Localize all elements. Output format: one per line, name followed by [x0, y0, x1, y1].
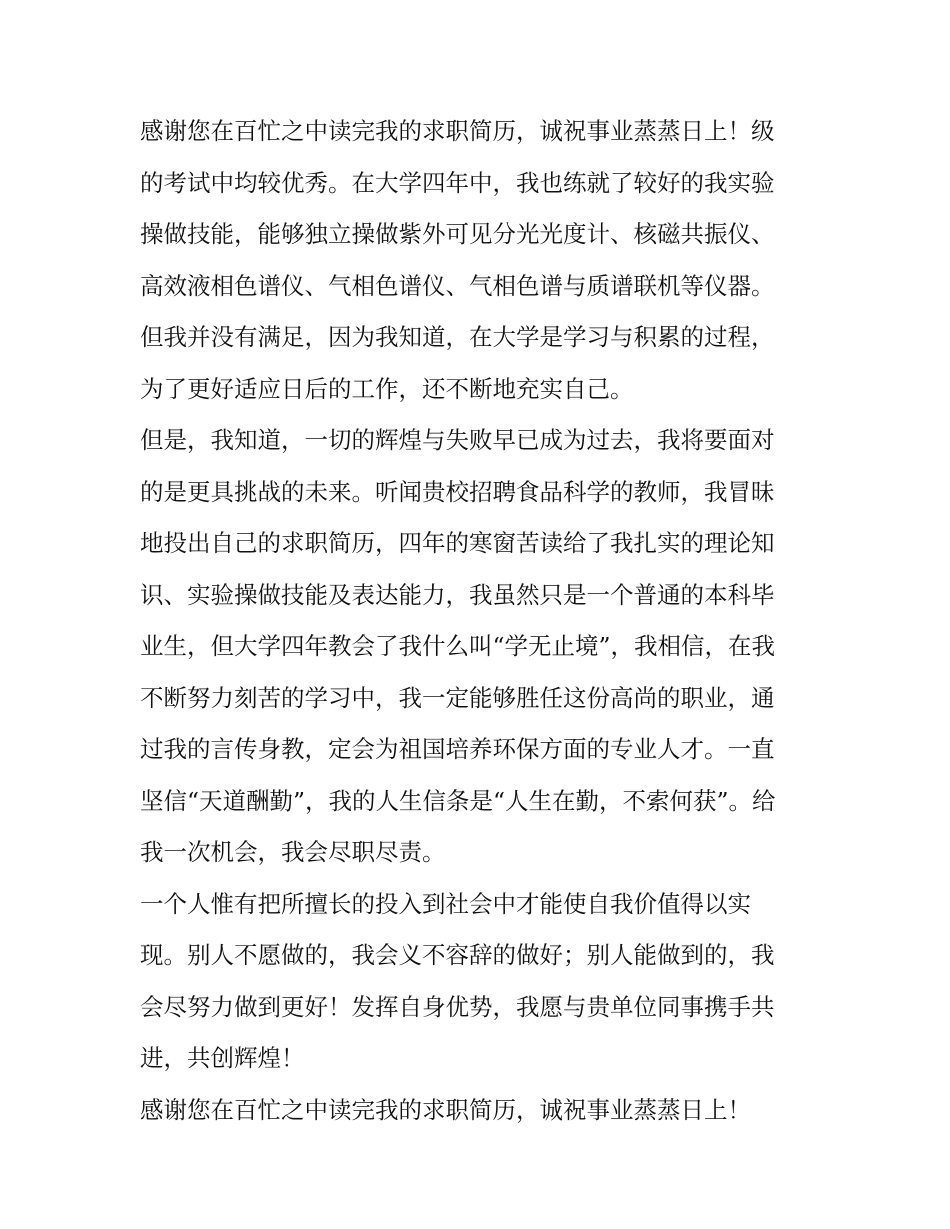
text-line: 的是更具挑战的未来。听闻贵校招聘食品科学的教师，我冒昧 — [140, 477, 775, 506]
text-line: 会尽努力做到更好！发挥自身优势，我愿与贵单位同事携手共 — [140, 992, 775, 1021]
text-line: 过我的言传身教，定会为祖国培养环保方面的专业人才。一直 — [140, 735, 775, 763]
text-line: 进，共创辉煌！ — [140, 1044, 305, 1072]
text-line: 但是，我知道，一切的辉煌与失败早已成为过去，我将要面对 — [140, 426, 775, 454]
text-line: 为了更好适应日后的工作，还不断地充实自己。 — [140, 374, 634, 403]
text-line: 一个人惟有把所擅长的投入到社会中才能使自我价值得以实 — [140, 889, 751, 918]
text-line: 高效液相色谱仪、气相色谱仪、气相色谱与质谱联机等仪器。 — [140, 271, 775, 300]
text-line: 现。别人不愿做的，我会义不容辞的做好；别人能做到的，我 — [140, 941, 775, 969]
text-line: 业生，但大学四年教会了我什么叫“学无止境”，我相信，在我 — [140, 632, 776, 660]
text-line: 感谢您在百忙之中读完我的求职简历，诚祝事业蒸蒸日上！ — [140, 1095, 751, 1124]
text-line: 但我并没有满足，因为我知道，在大学是学习与积累的过程， — [140, 323, 775, 351]
body-text — [140, 106, 820, 1136]
text-line: 识、实验操做技能及表达能力，我虽然只是一个普通的本科毕 — [140, 580, 775, 609]
text-line: 地投出自己的求职简历，四年的寒窗苦读给了我扎实的理论知 — [140, 529, 775, 557]
text-line: 感谢您在百忙之中读完我的求职简历，诚祝事业蒸蒸日上！级 — [140, 117, 775, 145]
text-line: 操做技能，能够独立操做紫外可见分光光度计、核磁共振仪、 — [140, 220, 775, 248]
text-line: 坚信“天道酬勤”，我的人生信条是“人生在勤，不索何获”。给 — [140, 786, 776, 815]
text-line: 的考试中均较优秀。在大学四年中，我也练就了较好的我实验 — [140, 168, 775, 197]
text-line: 不断努力刻苦的学习中，我一定能够胜任这份高尚的职业，通 — [140, 683, 775, 712]
text-line: 我一次机会，我会尽职尽责。 — [140, 838, 446, 866]
